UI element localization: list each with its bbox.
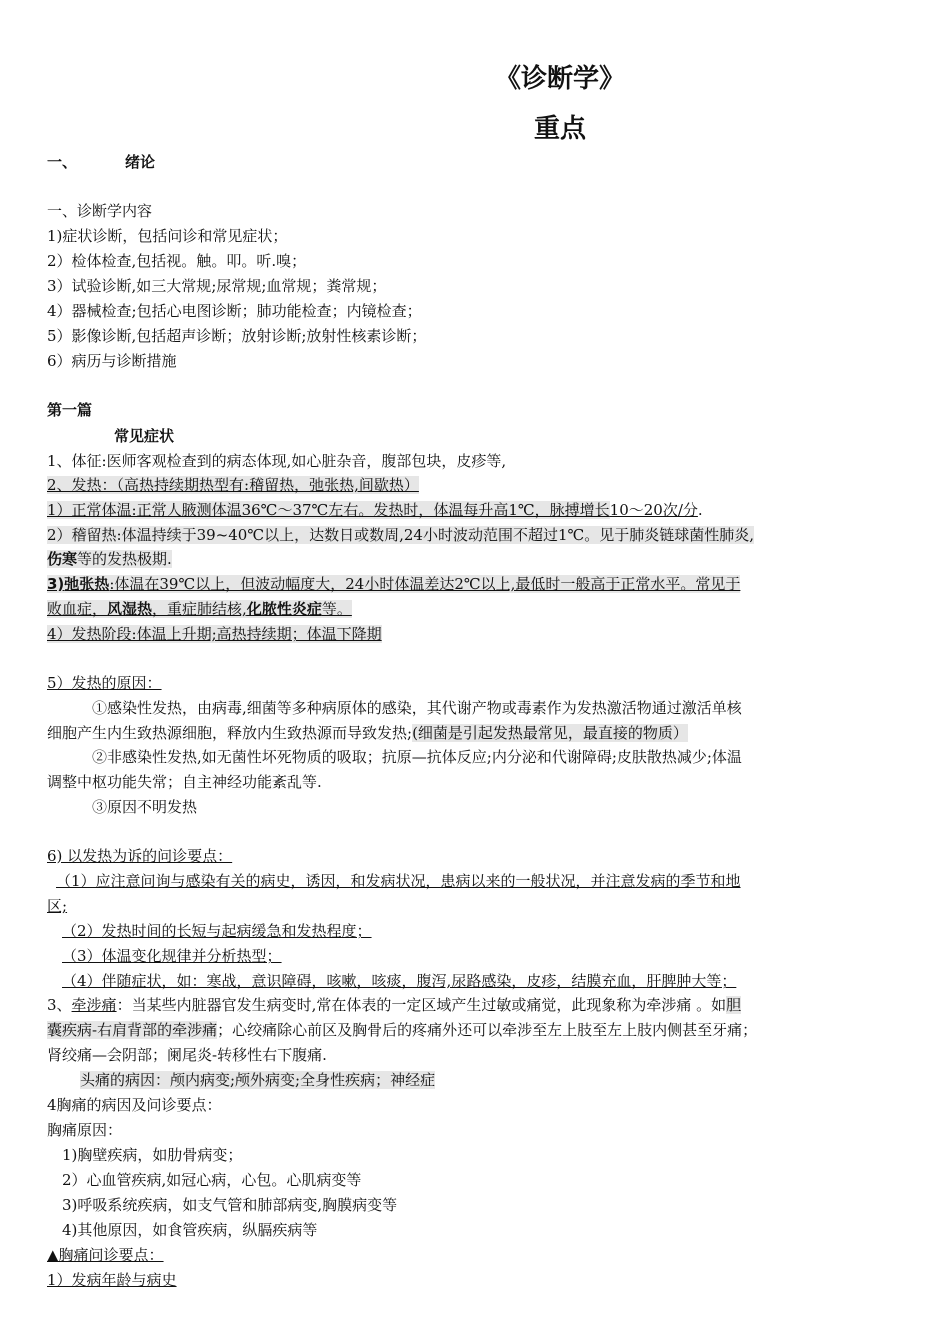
- text-line: 2）心血管疾病,如冠心病，心包。心肌病变等: [62, 1171, 362, 1189]
- part-subheading: 常见症状: [114, 427, 175, 445]
- text-line: （2）发热时间的长短与起病缓急和发热程度；: [62, 922, 372, 940]
- text-line: 细胞产生内生致热源细胞，释放内生致热源而导致发热;(细菌是引起发热最常见，最直接的物质）: [47, 724, 688, 742]
- text-line: 5）影像诊断,包括超声诊断；放射诊断;放射性核素诊断；: [47, 327, 427, 345]
- text-line: 胸痛原因：: [47, 1121, 123, 1139]
- text-line: 6) 以发热为诉的问诊要点：: [47, 847, 233, 865]
- text-line: 4胸痛的病因及问诊要点：: [47, 1096, 222, 1114]
- text-line: 5）发热的原因：: [47, 674, 162, 692]
- text-line: 6）病历与诊断措施: [47, 352, 177, 370]
- text-line: 伤寒等的发热极期.: [47, 550, 172, 568]
- text-line: 2、发热：（高热持续期热型有:稽留热，弛张热,间歇热）: [47, 476, 419, 494]
- text-line: （4）伴随症状，如：寒战，意识障碍，咳嗽，咳痰，腹泻,尿路感染，皮疹，结膜充血，肝脾肿大等；: [62, 972, 737, 990]
- text-line: 4）发热阶段:体温上升期;高热持续期；体温下降期: [47, 625, 382, 643]
- text-line: ①感染性发热，由病毒,细菌等多种病原体的感染，其代谢产物或毒素作为发热激活物通过激活单核: [92, 699, 742, 717]
- text-line: ▲胸痛问诊要点：: [47, 1246, 164, 1264]
- doc-subtitle: 重点: [533, 114, 586, 144]
- text-line: 1、体征:医师客观检查到的病态体现,如心脏杂音，腹部包块，皮疹等,: [47, 452, 507, 470]
- doc-title: 《诊断学》: [494, 64, 625, 94]
- text-line: 1）发病年龄与病史: [47, 1271, 177, 1289]
- section-heading-intro: 一、 绪论: [47, 153, 156, 171]
- text-line: 2）检体检查,包括视。触。叩。听.嗅；: [47, 252, 307, 270]
- text-line: 3)弛张热:体温在39℃以上，但波动幅度大，24小时体温差达2℃以上,最低时一般高于正常水平。常见于: [47, 575, 741, 593]
- text-line: （3）体温变化规律并分析热型；: [62, 947, 282, 965]
- text-line: （1）应注意问询与感染有关的病史，诱因，和发病状况，患病以来的一般状况，并注意发病的季节和地: [56, 872, 741, 890]
- text-line: ③原因不明发热: [92, 798, 198, 816]
- text-line: 1)胸壁疾病，如肋骨病变；: [62, 1146, 243, 1164]
- text-line: 肾绞痛—会阴部；阑尾炎-转移性右下腹痛.: [47, 1046, 327, 1064]
- text-line: ②非感染性发热,如无菌性坏死物质的吸取；抗原—抗体反应;内分泌和代谢障碍;皮肤散热减少;体温: [92, 748, 742, 766]
- part-heading: 第一篇: [47, 401, 93, 419]
- text-line: 囊疾病-右肩背部的牵涉痛；心绞痛除心前区及胸骨后的疼痛外还可以牵涉至左上肢至左上肢内侧甚至牙痛；: [47, 1021, 758, 1039]
- text-line: 4)其他原因，如食管疾病，纵膈疾病等: [62, 1221, 318, 1239]
- text-line: 头痛的病因：颅内病变;颅外病变;全身性疾病；神经症: [80, 1071, 436, 1089]
- text-line: 4）器械检查;包括心电图诊断；肺功能检查；内镜检查；: [47, 302, 422, 320]
- text-line: 1）正常体温:正常人腋测体温36℃～37℃左右。发热时，体温每升高1℃，脉搏增长10～20次/分.: [47, 501, 703, 519]
- text-line: 败血症，风湿热，重症肺结核,化脓性炎症等。: [47, 600, 352, 618]
- text-line: 1)症状诊断，包括问诊和常见症状；: [47, 227, 288, 245]
- text-line: 一、诊断学内容: [47, 202, 153, 220]
- text-line: 3)呼吸系统疾病，如支气管和肺部病变,胸膜病变等: [62, 1196, 398, 1214]
- text-line: 3、牵涉痛：当某些内脏器官发生病变时,常在体表的一定区域产生过敏或痛觉，此现象称为牵涉痛 。如胆: [47, 996, 742, 1014]
- text-line: 2）稽留热:体温持续于39~40℃以上，达数日或数周,24小时波动范围不超过1℃。见于肺炎链球菌性肺炎,: [47, 526, 755, 544]
- text-line: 3）试验诊断,如三大常规;尿常规;血常规；粪常规；: [47, 277, 387, 295]
- text-line: 区;: [47, 897, 68, 915]
- text-line: 调整中枢功能失常；自主神经功能紊乱等.: [47, 773, 322, 791]
